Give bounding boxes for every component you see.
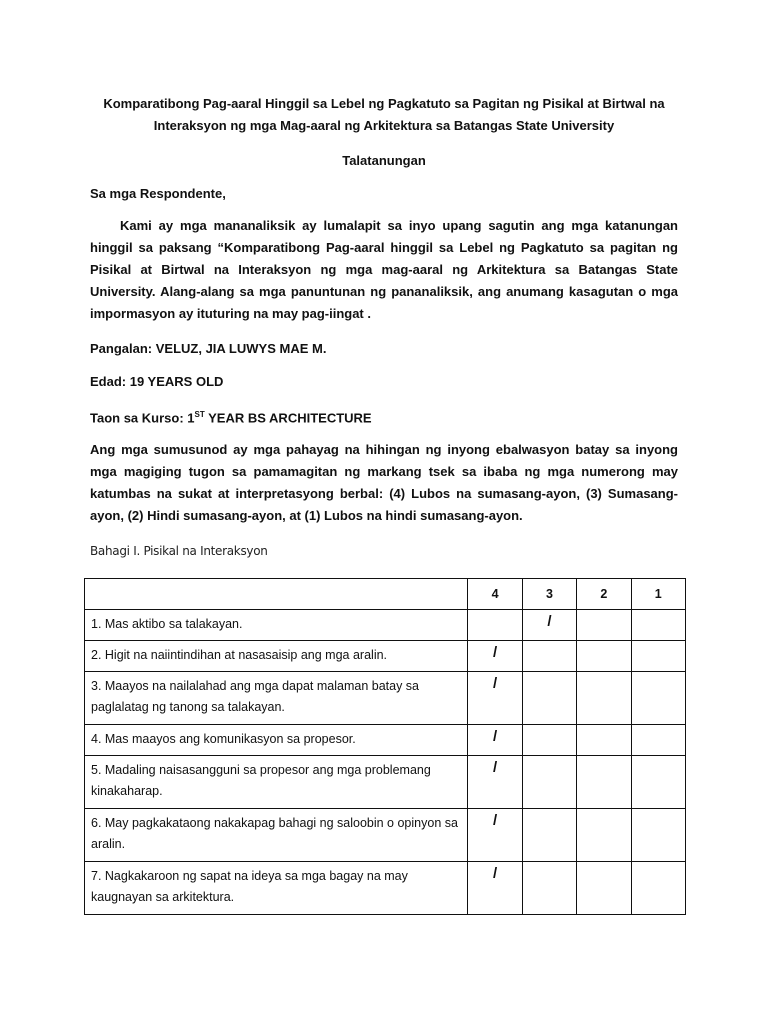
rating-cell-1[interactable] [631, 756, 685, 809]
header-2: 2 [577, 579, 631, 610]
statement-cell: 3. Maayos na nailalahad ang mga dapat malaman batay sa paglalatag ng tanong sa talakayan. [85, 672, 468, 725]
rating-cell-1[interactable] [631, 862, 685, 915]
rating-cell-3[interactable]: / [522, 610, 576, 641]
rating-cell-3[interactable] [522, 862, 576, 915]
rating-cell-3[interactable] [522, 809, 576, 862]
rating-cell-1[interactable] [631, 725, 685, 756]
header-3: 3 [522, 579, 576, 610]
table-row [85, 756, 686, 809]
instructions-paragraph: Ang mga sumusunod ay mga pahayag na hihingan ng inyong ebalwasyon batay sa inyong mga magiging tugon sa pamamagitan ng markang tsek sa ibaba ng mga numerong may katumbas na sukat at interpretasyong berbal: (4) Lubos na sumasang-ayon, (3) Sumasang-ayon, (2) Hindi sumasang-ayon, at (1) Lubos na hindi sumasang-ayon. [90, 442, 678, 524]
table-row [85, 672, 686, 725]
statement-cell: 6. May pagkakataong nakakapag bahagi ng saloobin o opinyon sa aralin. [85, 809, 468, 862]
header-statement [85, 579, 468, 610]
table-row [85, 862, 686, 915]
rating-cell-4[interactable]: / [468, 672, 522, 725]
rating-cell-1[interactable] [631, 610, 685, 641]
age-field: Edad: 19 YEARS OLD [90, 374, 224, 389]
rating-cell-2[interactable] [577, 610, 631, 641]
header-4: 4 [468, 579, 522, 610]
survey-table [84, 578, 686, 915]
rating-cell-4[interactable] [468, 610, 522, 641]
statement-cell: 1. Mas aktibo sa talakayan. [85, 610, 468, 641]
intro-paragraph: Kami ay mga mananaliksik ay lumalapit sa inyo upang sagutin ang mga katanungan hinggil sa paksang “Komparatibong Pag-aaral hinggil sa Lebel ng Pagkatuto sa pagitan ng Pisikal at Birtwal na Interaksyon ng mga mag-aaral ng Arkitektura sa Batangas State University. Alang-alang sa mga panuntunan ng pananaliksik, ang anumang kasagutan o mga impormasyon ay ituturing na may pag-iingat . [90, 218, 678, 321]
document-body [90, 93, 678, 559]
table-row [85, 725, 686, 756]
rating-cell-2[interactable] [577, 641, 631, 672]
statement-cell: 5. Madaling naisasangguni sa propesor ang mga problemang kinakaharap. [85, 756, 468, 809]
rating-cell-3[interactable] [522, 725, 576, 756]
name-field: Pangalan: VELUZ, JIA LUWYS MAE M. [90, 341, 327, 356]
year-field [90, 406, 678, 427]
statement-cell: 4. Mas maayos ang komunikasyon sa propesor. [85, 725, 468, 756]
rating-cell-3[interactable] [522, 641, 576, 672]
year-superscript: ST [194, 410, 205, 419]
rating-cell-3[interactable] [522, 672, 576, 725]
rating-cell-4[interactable]: / [468, 641, 522, 672]
rating-cell-2[interactable] [577, 756, 631, 809]
section-label: Bahagi I. Pisikal na Interaksyon [90, 544, 268, 559]
rating-cell-1[interactable] [631, 641, 685, 672]
rating-cell-3[interactable] [522, 756, 576, 809]
rating-cell-4[interactable]: / [468, 725, 522, 756]
table-row [85, 809, 686, 862]
rating-cell-4[interactable]: / [468, 809, 522, 862]
rating-cell-4[interactable]: / [468, 756, 522, 809]
rating-cell-2[interactable] [577, 809, 631, 862]
header-1: 1 [631, 579, 685, 610]
rating-cell-1[interactable] [631, 672, 685, 725]
document-subtitle: Talatanungan [342, 153, 426, 168]
rating-cell-2[interactable] [577, 672, 631, 725]
document-title: Komparatibong Pag-aaral Hinggil sa Lebel ng Pagkatuto sa Pagitan ng Pisikal at Birtwal na Interaksyon ng mga Mag-aaral ng Arkitektura sa Batangas State University [103, 96, 665, 133]
table-header-row [85, 579, 686, 610]
year-label: Taon sa Kurso: 1 [90, 410, 195, 426]
rating-cell-4[interactable]: / [468, 862, 522, 915]
rating-cell-2[interactable] [577, 862, 631, 915]
rating-cell-1[interactable] [631, 809, 685, 862]
statement-cell: 7. Nagkakaroon ng sapat na ideya sa mga bagay na may kaugnayan sa arkitektura. [85, 862, 468, 915]
rating-cell-2[interactable] [577, 725, 631, 756]
year-rest: YEAR BS ARCHITECTURE [204, 410, 372, 426]
table-row [85, 641, 686, 672]
table-row [85, 610, 686, 641]
statement-cell: 2. Higit na naiintindihan at nasasaisip ang mga aralin. [85, 641, 468, 672]
salutation: Sa mga Respondente, [90, 186, 226, 201]
